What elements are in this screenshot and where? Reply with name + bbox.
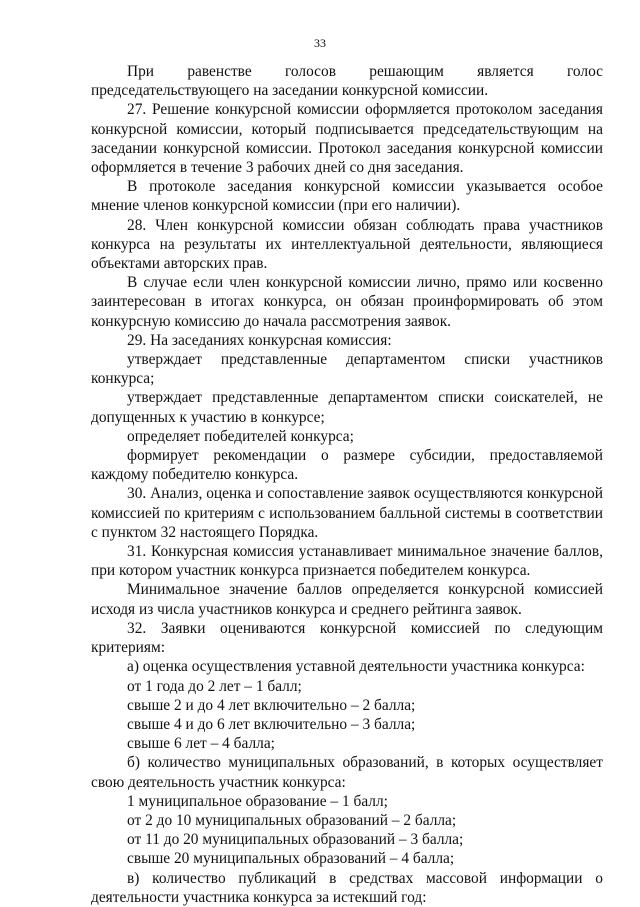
paragraph-conflict-of-interest: В случае если член конкурсной комиссии лично, прямо или косвенно заинтересован в итогах конкурса, он обязан проинформировать об этом конкурсную комиссию до начала рассмотрения заявок. bbox=[91, 274, 603, 330]
list-item: 1 муниципальное образование – 1 балл; bbox=[127, 792, 388, 810]
criterion-c: в) количество публикаций в средствах массовой информации о деятельности участника конкурса за истекший год: bbox=[91, 869, 603, 906]
paragraph-dissent: В протоколе заседания конкурсной комиссии указывается особое мнение членов конкурсной комиссии (при его наличии). bbox=[91, 178, 603, 215]
paragraph-31: 31. Конкурсная комиссия устанавливает минимальное значение баллов, при котором участник конкурса признается победителем конкурса. bbox=[91, 543, 603, 580]
criterion-b: б) количество муниципальных образований, в которых осуществляет свою деятельность участник конкурса: bbox=[91, 754, 603, 791]
paragraph-30: 30. Анализ, оценка и сопоставление заявок осуществляются конкурсной комиссией по критериям с использованием балльной системы в соответствии с пунктом 32 настоящего Порядка. bbox=[91, 485, 603, 541]
list-item: свыше 4 и до 6 лет включительно – 3 балла; bbox=[127, 715, 416, 733]
list-item: формирует рекомендации о размере субсидии, предоставляемой каждому победителю конкурса. bbox=[91, 447, 603, 484]
list-item: свыше 2 и до 4 лет включительно – 2 балла; bbox=[127, 696, 416, 714]
list-item: от 1 года до 2 лет – 1 балл; bbox=[127, 677, 302, 695]
page-number: 33 bbox=[314, 36, 326, 50]
list-item: определяет победителей конкурса; bbox=[127, 427, 354, 445]
paragraph-28: 28. Член конкурсной комиссии обязан соблюдать права участников конкурса на результаты их интеллектуальной деятельности, являющиеся объектами авторских прав. bbox=[91, 216, 603, 273]
list-item: утверждает представленные департаментом списки участников конкурса; bbox=[91, 351, 603, 388]
criterion-a: а) оценка осуществления уставной деятельности участника конкурса: bbox=[127, 658, 585, 676]
paragraph-tie-vote: При равенстве голосов решающим является голос председательствующего на заседании конкурсной комиссии. bbox=[91, 63, 603, 100]
paragraph-minimum-score: Минимальное значение баллов определяется конкурсной комиссией исходя из числа участников конкурса и среднего рейтинга заявок. bbox=[91, 581, 603, 618]
paragraph-32: 32. Заявки оцениваются конкурсной комиссией по следующим критериям: bbox=[91, 619, 603, 657]
paragraph-27: 27. Решение конкурсной комиссии оформляется протоколом заседания конкурсной комиссии, который подписывается председательствующим на заседании конкурсной комиссии. Протокол заседания конкурсной комиссии оформляется в течение 3 рабочих дней со дня заседания. bbox=[91, 101, 603, 177]
list-item: свыше 20 муниципальных образований – 4 балла; bbox=[127, 850, 455, 868]
list-item: свыше 6 лет – 4 балла; bbox=[127, 735, 275, 753]
paragraph-29: 29. На заседаниях конкурсная комиссия: bbox=[127, 331, 392, 349]
list-item: от 11 до 20 муниципальных образований – 3 балла; bbox=[127, 831, 464, 849]
list-item: утверждает представленные департаментом списки соискателей, не допущенных к участию в конкурсе; bbox=[91, 389, 603, 426]
document-body bbox=[91, 62, 603, 907]
list-item: от 2 до 10 муниципальных образований – 2 балла; bbox=[127, 811, 457, 829]
